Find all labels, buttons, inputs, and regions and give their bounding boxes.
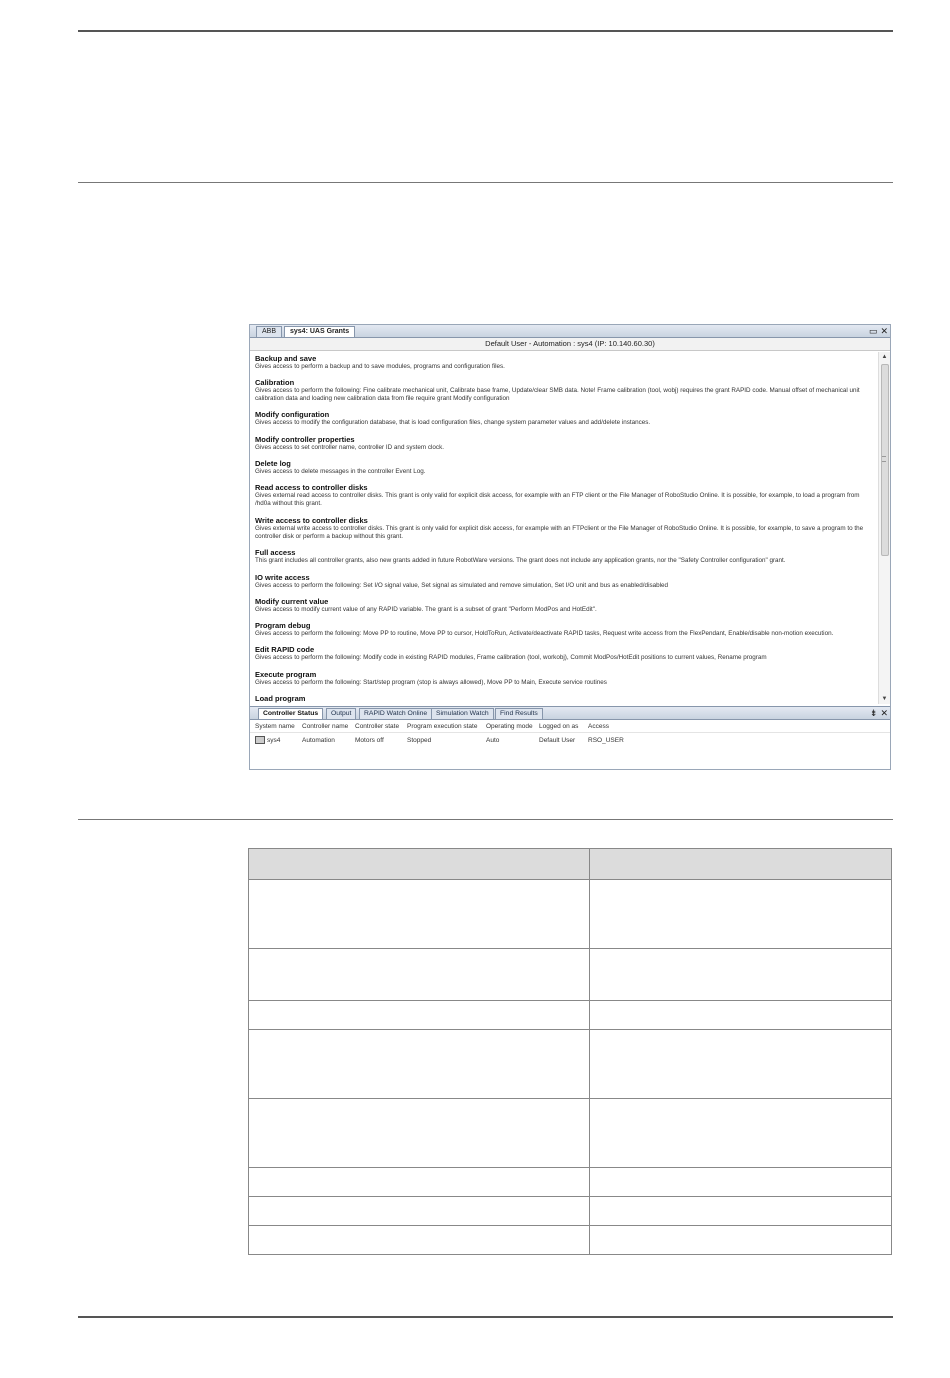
tab-controller-status[interactable]: Controller Status	[258, 708, 323, 720]
column-header[interactable]: Program execution state	[407, 723, 478, 730]
grant-title: Load program	[255, 694, 306, 703]
table-cell	[249, 1197, 590, 1226]
grants-table	[248, 848, 892, 1255]
grant-title: Calibration	[255, 378, 295, 387]
table-cell	[590, 949, 892, 1001]
tab-abb[interactable]: ABB	[256, 326, 282, 337]
controller-status-row[interactable]	[250, 735, 890, 746]
grant-description: Gives access to perform the following: Start/step program (stop is always allowed), Move PP to Main, Execute service routines	[255, 679, 607, 686]
grant-description: Gives access to perform the following: Modify code in existing RAPID modules, Frame calibration (tool, workobj), Commit ModPos/HotEdit positions to current values, Rename program	[255, 654, 767, 661]
table-cell	[249, 1030, 590, 1099]
column-header[interactable]: Operating mode	[486, 723, 533, 730]
table-cell	[590, 1226, 892, 1255]
output-tabbar	[250, 706, 890, 720]
grant-title: Edit RAPID code	[255, 645, 315, 654]
grant-title: Delete log	[255, 459, 291, 468]
tab-rapid-watch-online[interactable]: RAPID Watch Online	[359, 708, 432, 720]
table-row	[249, 1030, 892, 1099]
column-header[interactable]: Controller name	[302, 723, 349, 730]
grant-description: This grant includes all controller grants, also new grants added in future RobotWare versions. The grant does not include any application grants, nor the "Safety Controller configuration" grant.	[255, 557, 786, 564]
top-rule	[78, 30, 893, 32]
grant-title: Backup and save	[255, 354, 317, 363]
table-row	[249, 1099, 892, 1168]
grant-description: Gives access to perform a backup and to save modules, programs and configuration files.	[255, 363, 505, 370]
grant-item	[255, 378, 875, 404]
table-cell	[590, 1030, 892, 1099]
table-cell	[590, 880, 892, 949]
scroll-down-icon[interactable]: ▼	[881, 696, 888, 702]
system-name-cell: sys4	[255, 735, 280, 746]
grant-description: Gives access to perform the following: Move PP to routine, Move PP to cursor, HoldToRun, Activate/deactivate RAPID tasks, Request write access from the FlexPendant, Enable/disable non-motion execution.	[255, 630, 834, 637]
grant-title: Full access	[255, 548, 296, 557]
grant-title: Modify controller properties	[255, 435, 355, 444]
column-header[interactable]: System name	[255, 723, 295, 730]
grant-item	[255, 483, 875, 509]
status-header-row	[250, 721, 890, 733]
grant-item	[255, 435, 875, 452]
grants-scrollbar[interactable]	[878, 352, 890, 704]
tab-simulation-watch[interactable]: Simulation Watch	[431, 708, 494, 720]
grant-description: Gives access to modify current value of any RAPID variable. The grant is a subset of grant "Perform ModPos and HotEdit".	[255, 606, 597, 613]
close-icon[interactable]: ✕	[880, 708, 888, 718]
table-cell	[249, 1001, 590, 1030]
grant-description: Gives access to delete messages in the controller Event Log.	[255, 468, 426, 475]
table-row	[249, 949, 892, 1001]
access-cell: RSO_USER	[588, 737, 624, 744]
table-cell	[590, 1099, 892, 1168]
grant-item	[255, 516, 875, 542]
grant-description: Gives external write access to controller disks. This grant is only valid for explicit disk access, for example with an FTPclient or the File Manager of RoboStudio Online. It is possible, for example, to save a program to the controller disk or perform a backup without this grant.	[255, 525, 864, 541]
controller-icon	[255, 736, 265, 744]
table-header-row	[249, 849, 892, 880]
table-row	[249, 1001, 892, 1030]
table-cell	[249, 880, 590, 949]
tab-output[interactable]: Output	[326, 708, 356, 720]
controller-name-cell: Automation	[302, 737, 335, 744]
grant-item	[255, 597, 875, 614]
bottom-rule	[78, 1316, 893, 1318]
grant-item	[255, 694, 875, 703]
grants-list	[250, 352, 878, 704]
uas-grants-window	[249, 324, 891, 770]
section-rule-1	[78, 182, 893, 183]
table-row	[249, 1168, 892, 1197]
table-cell	[249, 1168, 590, 1197]
grant-title: IO write access	[255, 573, 310, 582]
table-row	[249, 880, 892, 949]
grant-item	[255, 354, 875, 371]
grant-description: Gives access to perform the following: Fine calibrate mechanical unit, Calibrate base frame, Update/clear SMB data. Note! Frame calibration (tool, wobj) requires the grant RAPID code. Manual offset of mechanical unit calibration data and loading new calibration data from file require grant Modify configuration	[255, 387, 860, 403]
grant-title: Execute program	[255, 670, 317, 679]
table-cell	[249, 949, 590, 1001]
table-row	[249, 1197, 892, 1226]
grant-item	[255, 621, 875, 638]
grant-item	[255, 548, 875, 565]
user-controller-header: Default User - Automation : sys4 (IP: 10.140.60.30)	[250, 338, 890, 351]
grant-title: Read access to controller disks	[255, 483, 368, 492]
column-header[interactable]: Access	[588, 723, 609, 730]
table-cell	[249, 1226, 590, 1255]
table-header-cell	[590, 849, 892, 880]
grant-item	[255, 410, 875, 427]
grant-title: Write access to controller disks	[255, 516, 368, 525]
grant-title: Program debug	[255, 621, 311, 630]
tab-uas-grants[interactable]: sys4: UAS Grants	[284, 326, 355, 337]
column-header[interactable]: Logged on as	[539, 723, 579, 730]
column-header[interactable]: Controller state	[355, 723, 400, 730]
grant-description: Gives access to set controller name, controller ID and system clock.	[255, 444, 444, 451]
grant-item	[255, 459, 875, 476]
logged-on-cell: Default User	[539, 737, 576, 744]
execution-state-cell: Stopped	[407, 737, 432, 744]
table-row	[249, 1226, 892, 1255]
grant-item	[255, 645, 875, 662]
grant-description: Gives access to modify the configuration database, that is load configuration files, change system parameter values and add/delete instances.	[255, 419, 651, 426]
tab-find-results[interactable]: Find Results	[495, 708, 543, 720]
table-header-cell	[249, 849, 590, 880]
table-cell	[249, 1099, 590, 1168]
table-cell	[590, 1001, 892, 1030]
grant-title: Modify current value	[255, 597, 329, 606]
scroll-up-icon[interactable]: ▲	[881, 354, 888, 360]
controller-state-cell: Motors off	[355, 737, 384, 744]
pin-icon[interactable]: ⇟	[869, 708, 878, 718]
grant-item	[255, 670, 875, 687]
operating-mode-cell: Auto	[486, 737, 500, 744]
scroll-grip	[882, 456, 886, 462]
grant-item	[255, 573, 875, 590]
document-tabbar	[250, 325, 890, 338]
table-cell	[590, 1197, 892, 1226]
section-rule-2	[78, 819, 893, 820]
table-cell	[590, 1168, 892, 1197]
close-icon[interactable]: ✕	[880, 326, 888, 336]
grant-title: Modify configuration	[255, 410, 330, 419]
restore-icon[interactable]: ▭	[868, 326, 878, 336]
grant-description: Gives external read access to controller disks. This grant is only valid for explicit disk access, for example with an FTP client or the File Manager of RoboStudio Online. It is possible, for example, to load a program from /hd0a without this grant.	[255, 492, 860, 508]
panel-buttons	[867, 707, 888, 719]
window-buttons	[866, 325, 888, 337]
grant-description: Gives access to perform the following: Set I/O signal value, Set signal as simulated and remove simulation, Set I/O unit and bus as enabled/disabled	[255, 582, 669, 589]
